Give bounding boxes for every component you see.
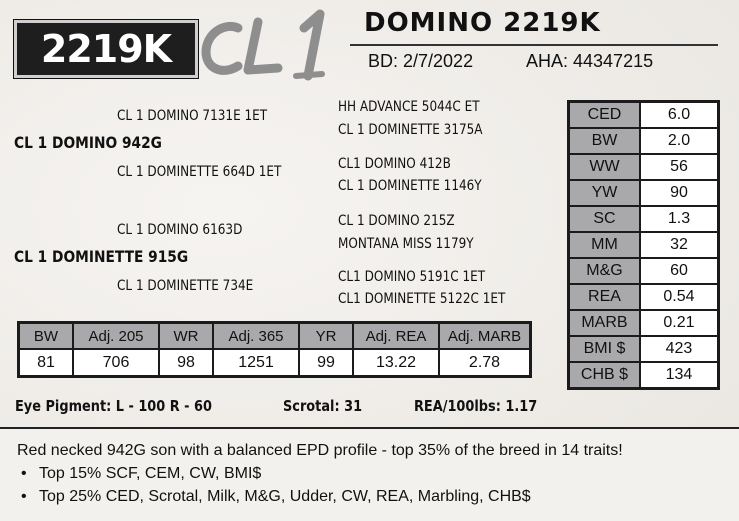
epd-label: M&G — [569, 258, 640, 284]
epd-value: 6.0 — [640, 102, 719, 129]
rea-per-100-lbs: REA/100lbs: 1.17 — [414, 397, 538, 415]
epd-row — [569, 180, 719, 206]
performance-header: Adj. 205 — [73, 323, 159, 350]
performance-header: YR — [299, 323, 353, 350]
epd-value: 0.21 — [640, 310, 719, 336]
epd-label: MARB — [569, 310, 640, 336]
epd-row — [569, 102, 719, 129]
performance-value: 99 — [299, 349, 353, 377]
performance-value: 13.22 — [353, 349, 439, 377]
epd-row — [569, 206, 719, 232]
eye-pigment: Eye Pigment: L - 100 R - 60 — [15, 397, 212, 415]
epd-value: 90 — [640, 180, 719, 206]
bullet-icon: • — [21, 465, 27, 482]
performance-header: BW — [19, 323, 74, 350]
epd-label: MM — [569, 232, 640, 258]
performance-header: Adj. 365 — [213, 323, 299, 350]
epd-row — [569, 128, 719, 154]
aha-registration: AHA: 44347215 — [526, 51, 654, 71]
epd-row — [569, 336, 719, 362]
epd-value: 2.0 — [640, 128, 719, 154]
epd-value: 0.54 — [640, 284, 719, 310]
pedigree-sire-sire-dam: CL 1 DOMINETTE 3175A — [338, 122, 483, 138]
epd-label: CED — [569, 102, 640, 129]
birth-date: BD: 2/7/2022 — [368, 51, 474, 71]
pedigree-dam-sire: CL 1 DOMINO 6163D — [117, 222, 243, 238]
epd-label: SC — [569, 206, 640, 232]
epd-label: REA — [569, 284, 640, 310]
performance-table — [17, 321, 532, 378]
pedigree-sire-sire: CL 1 DOMINO 7131E 1ET — [117, 108, 268, 124]
performance-value-row — [19, 349, 531, 377]
lot-number-badge — [14, 20, 198, 78]
performance-header-row — [19, 323, 531, 350]
epd-value: 56 — [640, 154, 719, 180]
title-divider — [350, 44, 718, 46]
pedigree-sire-dam-dam: CL 1 DOMINETTE 1146Y — [338, 178, 482, 194]
epd-label: YW — [569, 180, 640, 206]
epd-label: BMI $ — [569, 336, 640, 362]
epd-label: CHB $ — [569, 362, 640, 389]
scrotal-measurement: Scrotal: 31 — [283, 397, 363, 415]
pedigree-dam-dam-dam: CL1 DOMINETTE 5122C 1ET — [338, 291, 506, 307]
lot-number: 2219K — [40, 27, 172, 71]
pedigree-dam-dam-sire: CL1 DOMINO 5191C 1ET — [338, 269, 486, 285]
epd-table — [567, 100, 720, 390]
performance-value: 81 — [19, 349, 74, 377]
bullet-item — [21, 465, 261, 483]
performance-header: WR — [159, 323, 213, 350]
epd-label: BW — [569, 128, 640, 154]
epd-label: WW — [569, 154, 640, 180]
epd-row — [569, 284, 719, 310]
pedigree-sire: CL 1 DOMINO 942G — [14, 133, 162, 152]
pedigree-dam: CL 1 DOMINETTE 915G — [14, 247, 189, 266]
epd-value: 60 — [640, 258, 719, 284]
bullet-text: Top 25% CED, Scrotal, Milk, M&G, Udder, CW, REA, Marbling, CHB$ — [39, 488, 531, 505]
epd-row — [569, 154, 719, 180]
bullet-icon: • — [21, 488, 27, 505]
pedigree-dam-dam: CL 1 DOMINETTE 734E — [117, 278, 254, 294]
performance-header: Adj. MARB — [439, 323, 531, 350]
performance-value: 98 — [159, 349, 213, 377]
epd-row — [569, 310, 719, 336]
pedigree-dam-sire-dam: MONTANA MISS 1179Y — [338, 236, 474, 252]
bullet-item — [21, 488, 531, 506]
epd-row — [569, 258, 719, 284]
pedigree-sire-dam-sire: CL1 DOMINO 412B — [338, 156, 451, 172]
pedigree-dam-sire-sire: CL 1 DOMINO 215Z — [338, 213, 455, 229]
performance-value: 2.78 — [439, 349, 531, 377]
animal-name: DOMINO 2219K — [364, 8, 601, 38]
bullet-text: Top 15% SCF, CEM, CW, BMI$ — [39, 465, 262, 482]
performance-header: Adj. REA — [353, 323, 439, 350]
epd-value: 32 — [640, 232, 719, 258]
epd-value: 134 — [640, 362, 719, 389]
performance-value: 1251 — [213, 349, 299, 377]
epd-value: 1.3 — [640, 206, 719, 232]
description-text: Red necked 942G son with a balanced EPD profile - top 35% of the breed in 14 traits! — [17, 442, 623, 459]
epd-value: 423 — [640, 336, 719, 362]
cl1-brand-logo — [196, 6, 346, 86]
epd-row — [569, 362, 719, 389]
performance-value: 706 — [73, 349, 159, 377]
pedigree-sire-dam: CL 1 DOMINETTE 664D 1ET — [117, 164, 282, 180]
epd-row — [569, 232, 719, 258]
pedigree-sire-sire-sire: HH ADVANCE 5044C ET — [338, 99, 480, 115]
